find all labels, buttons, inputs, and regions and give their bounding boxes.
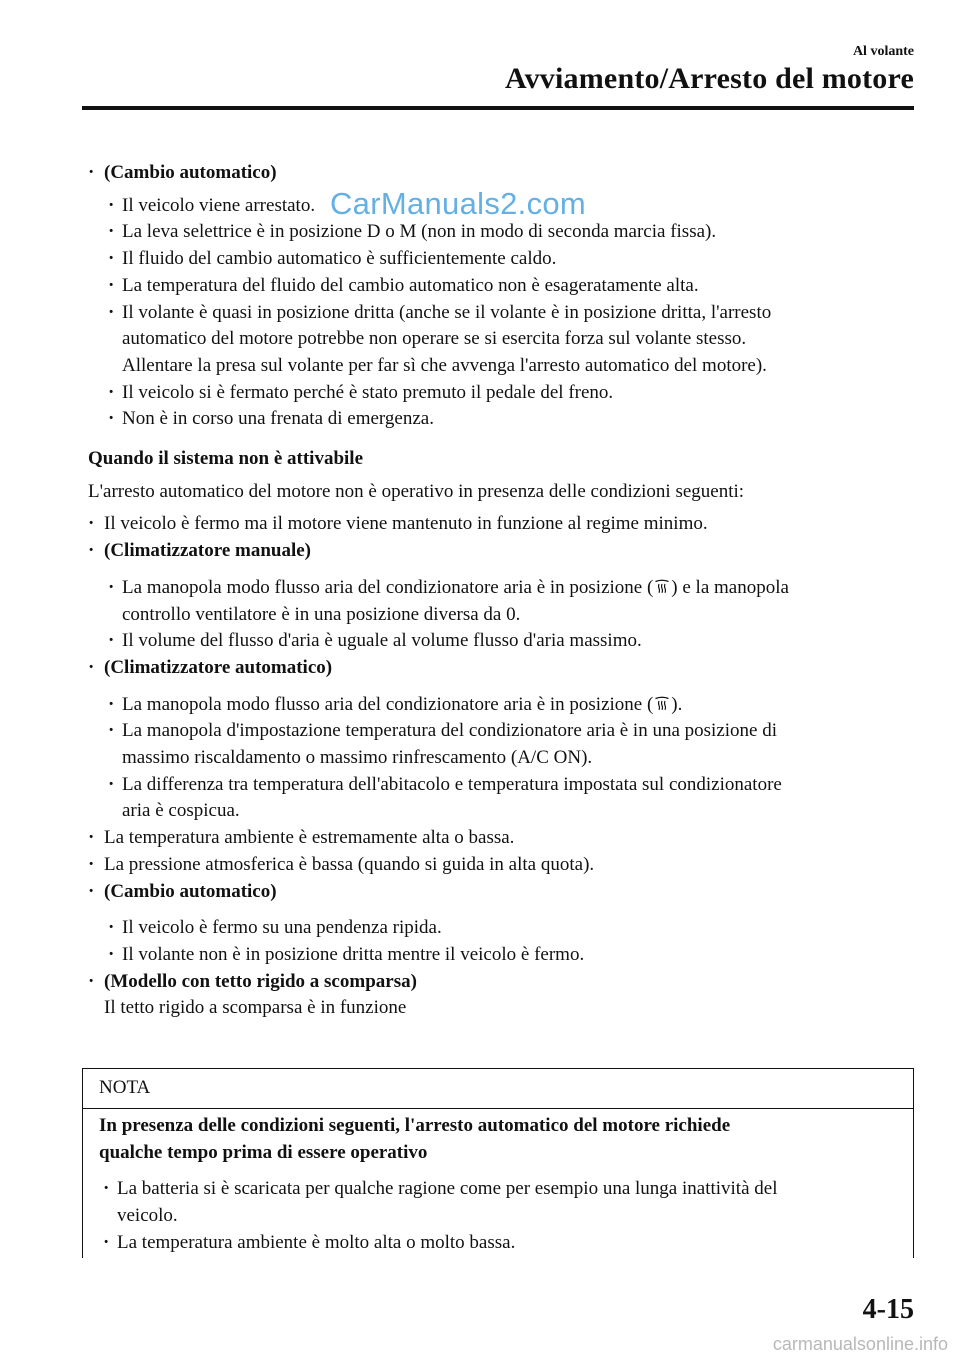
windshield-defroster-icon — [654, 578, 670, 594]
list-item-continuation: Il tetto rigido a scomparsa è in funzione — [104, 997, 407, 1019]
list-item-continuation: automatico del motore potrebbe non operare se si esercita forza sul volante stesso. — [122, 328, 747, 350]
page-number: 4-15 — [862, 1294, 914, 1325]
windshield-defroster-icon — [654, 695, 670, 711]
list-item: · Il veicolo si è fermato perché è stato premuto il pedale del freno. — [88, 380, 918, 407]
list-item-continuation: controllo ventilatore è in una posizione diversa da 0. — [122, 603, 521, 625]
list-item: · La pressione atmosferica è bassa (quando si guida in alta quota). — [88, 852, 918, 879]
list-item: · Il volume del flusso d'aria è uguale al volume flusso d'aria massimo. — [88, 628, 918, 655]
list-item: · Il volante è quasi in posizione dritta (anche se il volante è in posizione dritta, l'arresto — [88, 300, 918, 327]
list-item-continuation: Allentare la presa sul volante per far sì che avvenga l'arresto automatico del motore). — [122, 354, 767, 376]
list-item — [88, 692, 918, 719]
nota-item: · La batteria si è scaricata per qualche ragione come per esempio una lunga inattività del — [99, 1176, 901, 1203]
nota-heading: In presenza delle condizioni seguenti, l'arresto automatico del motore richiede — [99, 1115, 731, 1136]
nota-item: · La temperatura ambiente è molto alta o molto bassa. — [99, 1230, 901, 1257]
list-item: · Il veicolo è fermo ma il motore viene mantenuto in funzione al regime minimo. — [88, 511, 918, 538]
list-item-continuation: aria è cospicua. — [122, 800, 240, 822]
list-item: · Il fluido del cambio automatico è sufficientemente caldo. — [88, 246, 918, 273]
section-heading: Quando il sistema non è attivabile — [88, 448, 363, 470]
list-item: · La manopola d'impostazione temperatura del condizionatore aria è in una posizione di — [88, 718, 918, 745]
text-segment: ) e la manopola — [671, 576, 789, 598]
list-item: · Il veicolo è fermo su una pendenza ripida. — [88, 915, 918, 942]
text-segment: ). — [671, 693, 683, 715]
list-item: · Il veicolo viene arrestato. — [88, 193, 918, 220]
list-item — [88, 575, 918, 602]
list-item-head: · (Climatizzatore manuale) — [88, 538, 918, 565]
main-content — [88, 160, 918, 1022]
footer-watermark: carmanualsonline.info — [772, 1334, 948, 1354]
nota-body — [83, 1109, 913, 1257]
nota-box — [82, 1068, 914, 1258]
list-item: · Il volante non è in posizione dritta mentre il veicolo è fermo. — [88, 942, 918, 969]
text-segment: La manopola modo flusso aria del condizionatore aria è in posizione ( — [122, 576, 654, 598]
list-item: · La temperatura ambiente è estremamente alta o bassa. — [88, 825, 918, 852]
list-item-head: · (Cambio automatico) — [88, 160, 918, 187]
nota-item-continuation: veicolo. — [117, 1205, 178, 1227]
list-item-continuation: massimo riscaldamento o massimo rinfrescamento (A/C ON). — [122, 747, 593, 769]
nota-heading: qualche tempo prima di essere operativo — [99, 1141, 428, 1163]
list-item: · La differenza tra temperatura dell'abitacolo e temperatura impostata sul condizionatore — [88, 772, 918, 799]
intro-text: L'arresto automatico del motore non è operativo in presenza delle condizioni seguenti: — [88, 480, 745, 502]
list-item: · La leva selettrice è in posizione D o M (non in modo di seconda marcia fissa). — [88, 219, 918, 246]
list-item-head: · (Climatizzatore automatico) — [88, 655, 918, 682]
list-item-head: · (Modello con tetto rigido a scomparsa) — [88, 969, 918, 996]
header-rule — [82, 106, 914, 110]
nota-label: NOTA — [83, 1069, 913, 1109]
text-segment: La manopola modo flusso aria del condizionatore aria è in posizione ( — [122, 693, 654, 715]
list-item: · La temperatura del fluido del cambio automatico non è esageratamente alta. — [88, 273, 918, 300]
header-section: Al volante — [852, 44, 914, 59]
page-title: Avviamento/Arresto del motore — [504, 62, 914, 95]
list-item: · Non è in corso una frenata di emergenza. — [88, 406, 918, 433]
watermark: CarManuals2.com — [330, 186, 587, 221]
list-item-head: · (Cambio automatico) — [88, 879, 918, 906]
